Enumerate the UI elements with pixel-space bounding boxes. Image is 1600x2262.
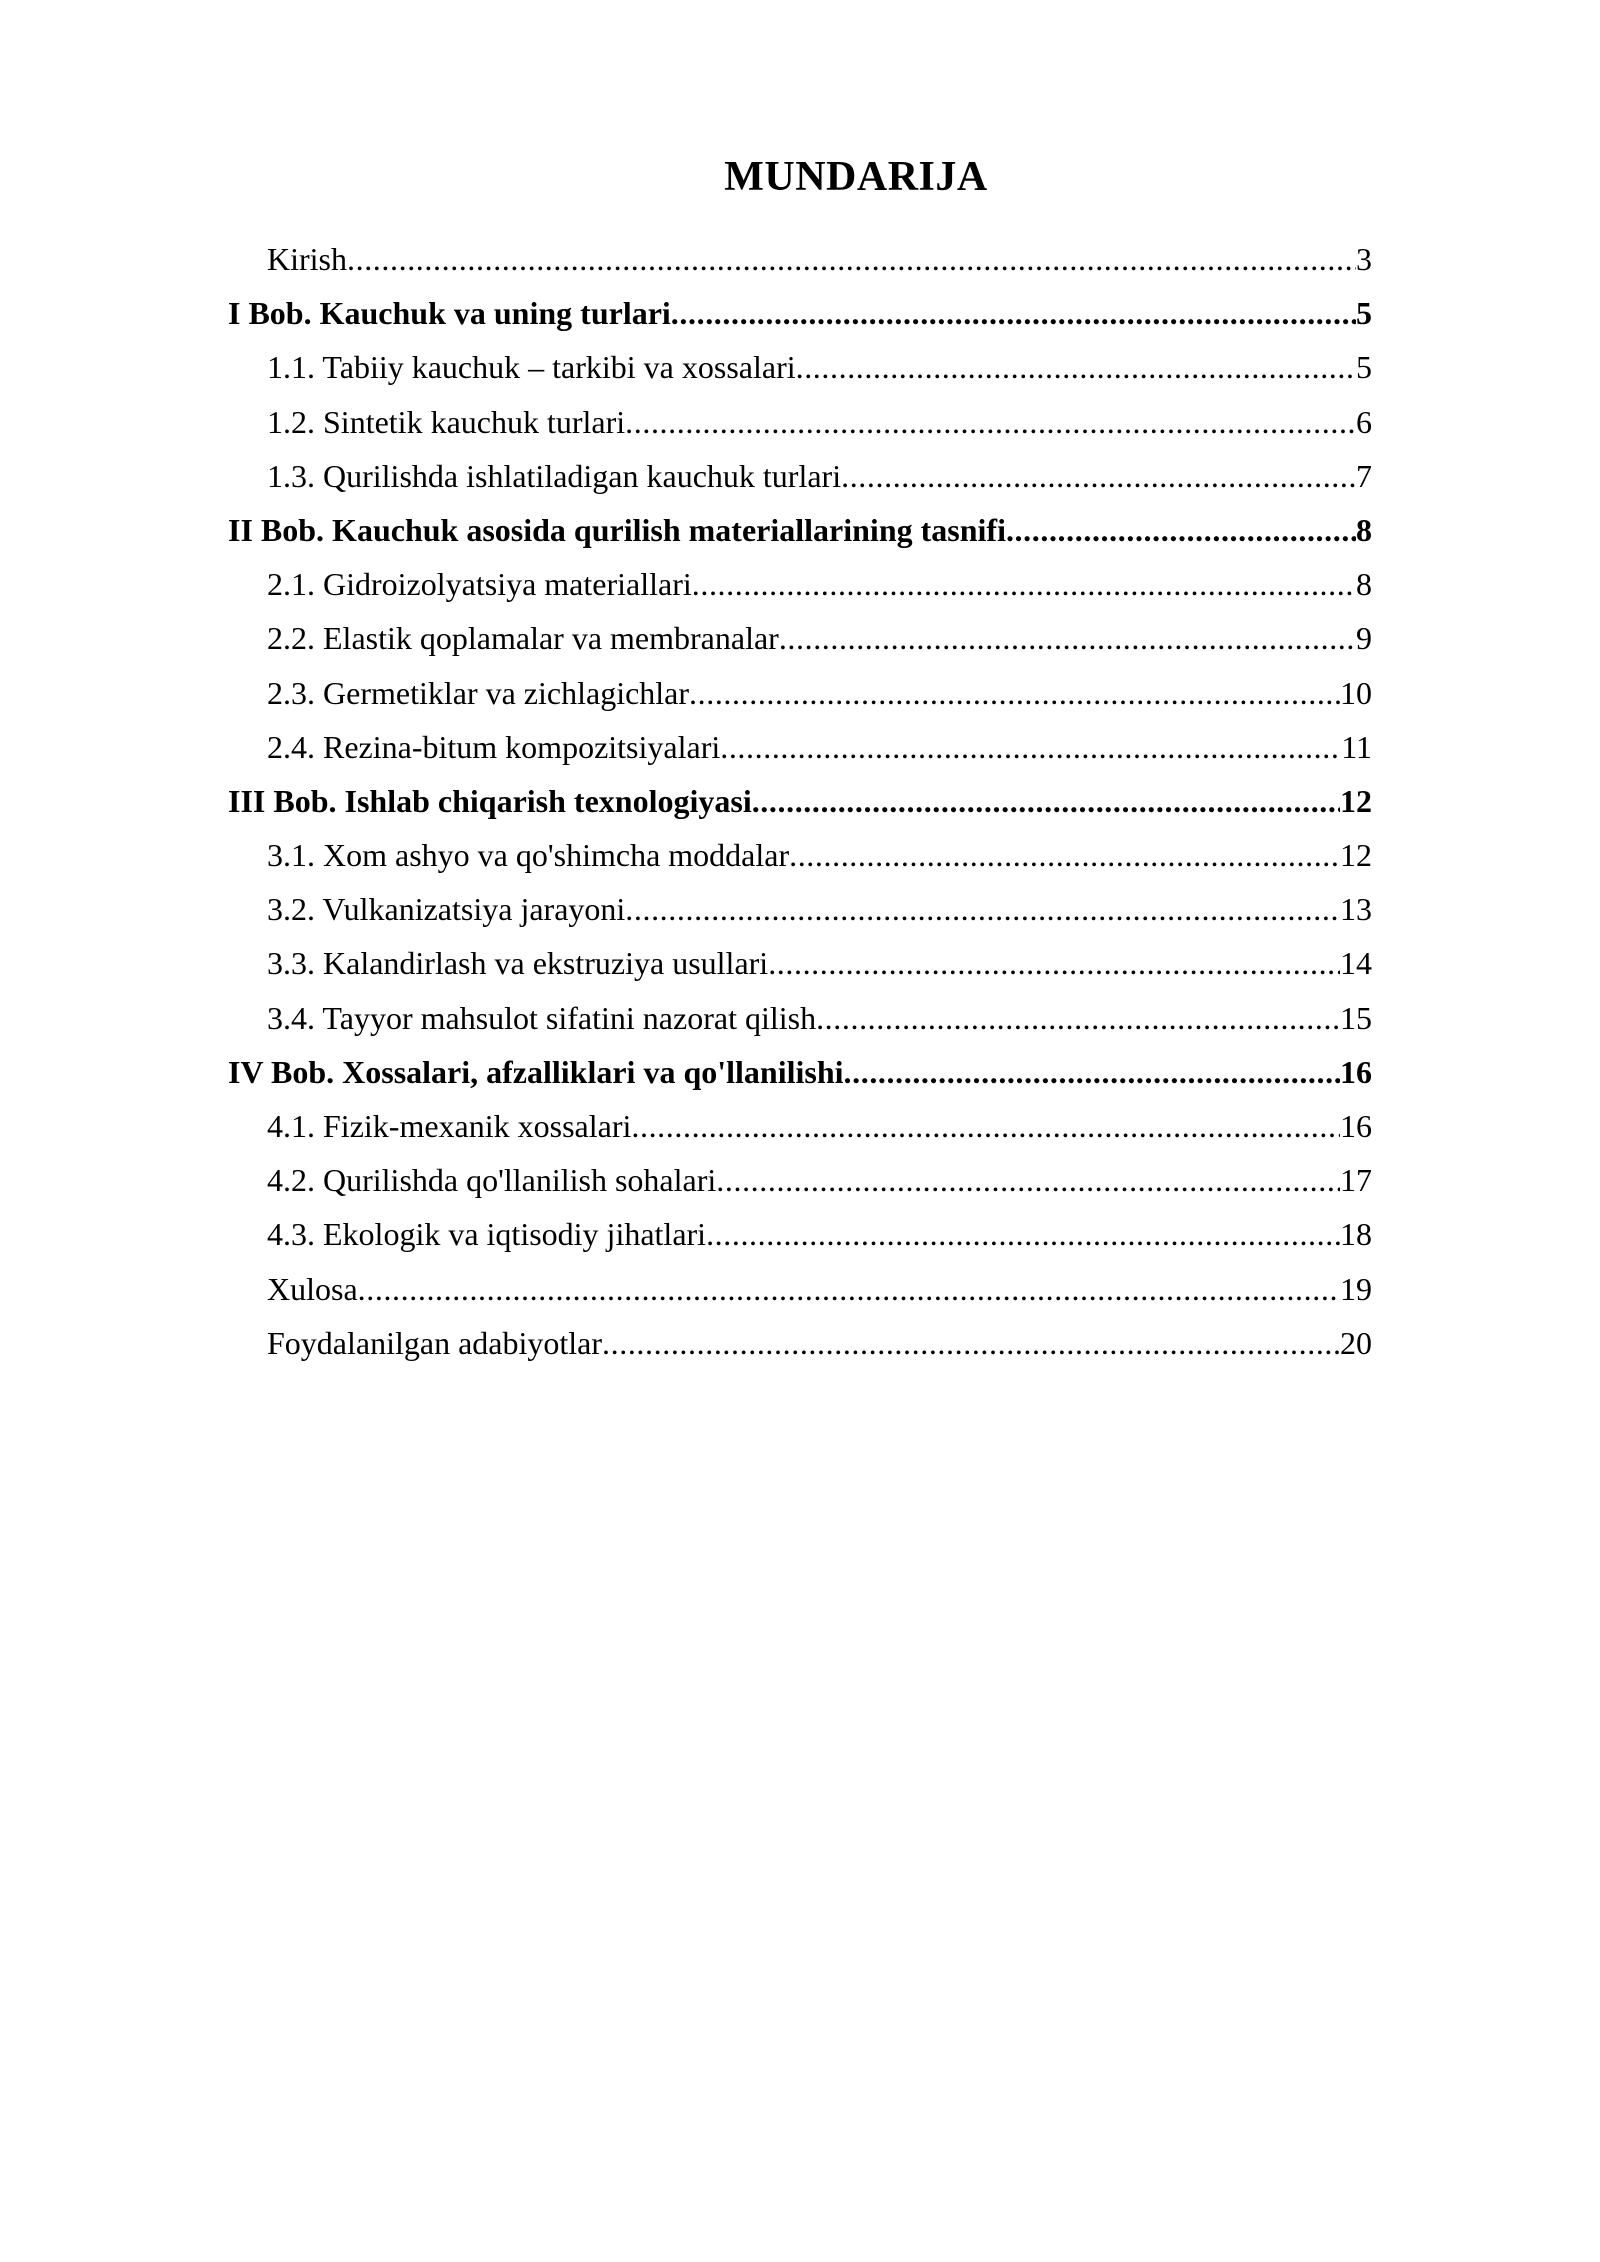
- toc-entry-title: 3.3. Kalandirlash va ekstruziya usullari: [267, 945, 769, 982]
- toc-entry-title: 4.3. Ekologik va iqtisodiy jihatlari: [267, 1216, 707, 1253]
- toc-section-entry[interactable]: [228, 666, 1372, 720]
- toc-entry-title: 2.1. Gidroizolyatsiya materiallari: [267, 566, 692, 603]
- toc-section-entry[interactable]: [228, 449, 1372, 503]
- toc-entry-title: 3.2. Vulkanizatsiya jarayoni: [267, 891, 626, 928]
- toc-section-entry[interactable]: [228, 1153, 1372, 1207]
- toc-section-entry[interactable]: [228, 232, 1372, 286]
- toc-page-number: 19: [1340, 1270, 1372, 1307]
- toc-chapter-entry[interactable]: [228, 503, 1372, 557]
- toc-page-number: 7: [1356, 457, 1372, 494]
- toc-page-number: 16: [1340, 1108, 1372, 1144]
- toc-dot-leader: [625, 882, 1340, 936]
- toc-page-number: 6: [1356, 403, 1372, 440]
- toc-dot-leader: [347, 232, 1356, 286]
- toc-dot-leader: [692, 557, 1356, 611]
- toc-page-number: 5: [1356, 349, 1372, 386]
- toc-entry-title: Kirish: [267, 241, 347, 277]
- toc-page-number: 20: [1340, 1324, 1372, 1361]
- toc-chapter-entry[interactable]: [228, 1045, 1372, 1099]
- toc-chapter-entry[interactable]: [228, 774, 1372, 828]
- toc-dot-leader: [816, 991, 1340, 1045]
- toc-section-entry[interactable]: [228, 936, 1372, 990]
- toc-dot-leader: [602, 1316, 1340, 1370]
- toc-section-entry[interactable]: [228, 1262, 1372, 1316]
- toc-page-number: 12: [1340, 837, 1372, 874]
- toc-page-number: 9: [1356, 620, 1372, 657]
- toc-section-entry[interactable]: [228, 828, 1372, 882]
- toc-dot-leader: [358, 1262, 1340, 1316]
- toc-page-number: 3: [1356, 241, 1372, 277]
- toc-page-number: 11: [1341, 728, 1372, 765]
- toc-dot-leader: [779, 611, 1356, 665]
- toc-page-number: 17: [1340, 1162, 1372, 1199]
- toc-entry-title: I Bob. Kauchuk va uning turlari: [228, 295, 671, 332]
- toc-entry-title: 4.1. Fizik-mexanik xossalari: [267, 1108, 632, 1144]
- toc-entry-title: 1.3. Qurilishda ishlatiladigan kauchuk turlari: [267, 457, 842, 494]
- toc-dot-leader: [671, 286, 1356, 340]
- toc-page-number: 16: [1340, 1053, 1372, 1090]
- toc-page-number: 10: [1340, 674, 1372, 711]
- toc-dot-leader: [625, 395, 1356, 449]
- toc-dot-leader: [720, 720, 1341, 774]
- toc-entry-title: Foydalanilgan adabiyotlar: [267, 1324, 603, 1361]
- toc-section-entry[interactable]: [228, 1099, 1372, 1153]
- toc-section-entry[interactable]: [228, 991, 1372, 1045]
- toc-chapter-entry[interactable]: [228, 286, 1372, 340]
- toc-section-entry[interactable]: [228, 720, 1372, 774]
- toc-page-number: 8: [1356, 566, 1372, 603]
- toc-dot-leader: [1006, 503, 1356, 557]
- toc-dot-leader: [631, 1099, 1340, 1153]
- toc-entry-title: IV Bob. Xossalari, afzalliklari va qo'llanilishi: [228, 1053, 844, 1090]
- toc-entry-title: 4.2. Qurilishda qo'llanilish sohalari: [267, 1162, 717, 1199]
- toc-section-entry[interactable]: [228, 1207, 1372, 1261]
- toc-entry-title: 1.1. Tabiiy kauchuk – tarkibi va xossalari: [267, 349, 796, 386]
- toc-dot-leader: [706, 1207, 1340, 1261]
- toc-page-number: 12: [1340, 782, 1372, 819]
- toc-entry-title: III Bob. Ishlab chiqarish texnologiyasi: [228, 782, 752, 819]
- toc-page-number: 13: [1340, 891, 1372, 928]
- toc-dot-leader: [716, 1153, 1340, 1207]
- toc-entry-title: 2.2. Elastik qoplamalar va membranalar: [267, 620, 779, 657]
- toc-section-entry[interactable]: [228, 395, 1372, 449]
- toc-page-number: 18: [1340, 1216, 1372, 1253]
- toc-entry-title: 2.3. Germetiklar va zichlagichlar: [267, 674, 690, 711]
- toc-dot-leader: [844, 1045, 1340, 1099]
- toc-entry-title: 3.4. Tayyor mahsulot sifatini nazorat qilish: [267, 999, 817, 1036]
- page-title: MUNDARIJA: [724, 154, 988, 200]
- toc-entry-title: 1.2. Sintetik kauchuk turlari: [267, 403, 626, 440]
- toc-dot-leader: [841, 449, 1356, 503]
- toc-entry-title: Xulosa: [267, 1270, 358, 1307]
- toc-section-entry[interactable]: [228, 1316, 1372, 1370]
- toc-dot-leader: [752, 774, 1340, 828]
- toc-entry-title: II Bob. Kauchuk asosida qurilish materiallarining tasnifi: [228, 511, 1006, 548]
- table-of-contents: [228, 232, 1372, 1370]
- toc-entry-title: 3.1. Xom ashyo va qo'shimcha moddalar: [267, 837, 790, 874]
- toc-entry-title: 2.4. Rezina-bitum kompozitsiyalari: [267, 728, 721, 765]
- toc-page-number: 15: [1340, 999, 1372, 1036]
- toc-section-entry[interactable]: [228, 882, 1372, 936]
- toc-dot-leader: [789, 828, 1340, 882]
- toc-page-number: 14: [1340, 945, 1372, 982]
- toc-page-number: 5: [1356, 295, 1372, 332]
- toc-section-entry[interactable]: [228, 340, 1372, 394]
- toc-dot-leader: [796, 340, 1356, 394]
- toc-section-entry[interactable]: [228, 611, 1372, 665]
- toc-page-number: 8: [1356, 511, 1372, 548]
- toc-dot-leader: [768, 936, 1340, 990]
- toc-section-entry[interactable]: [228, 557, 1372, 611]
- toc-dot-leader: [689, 666, 1340, 720]
